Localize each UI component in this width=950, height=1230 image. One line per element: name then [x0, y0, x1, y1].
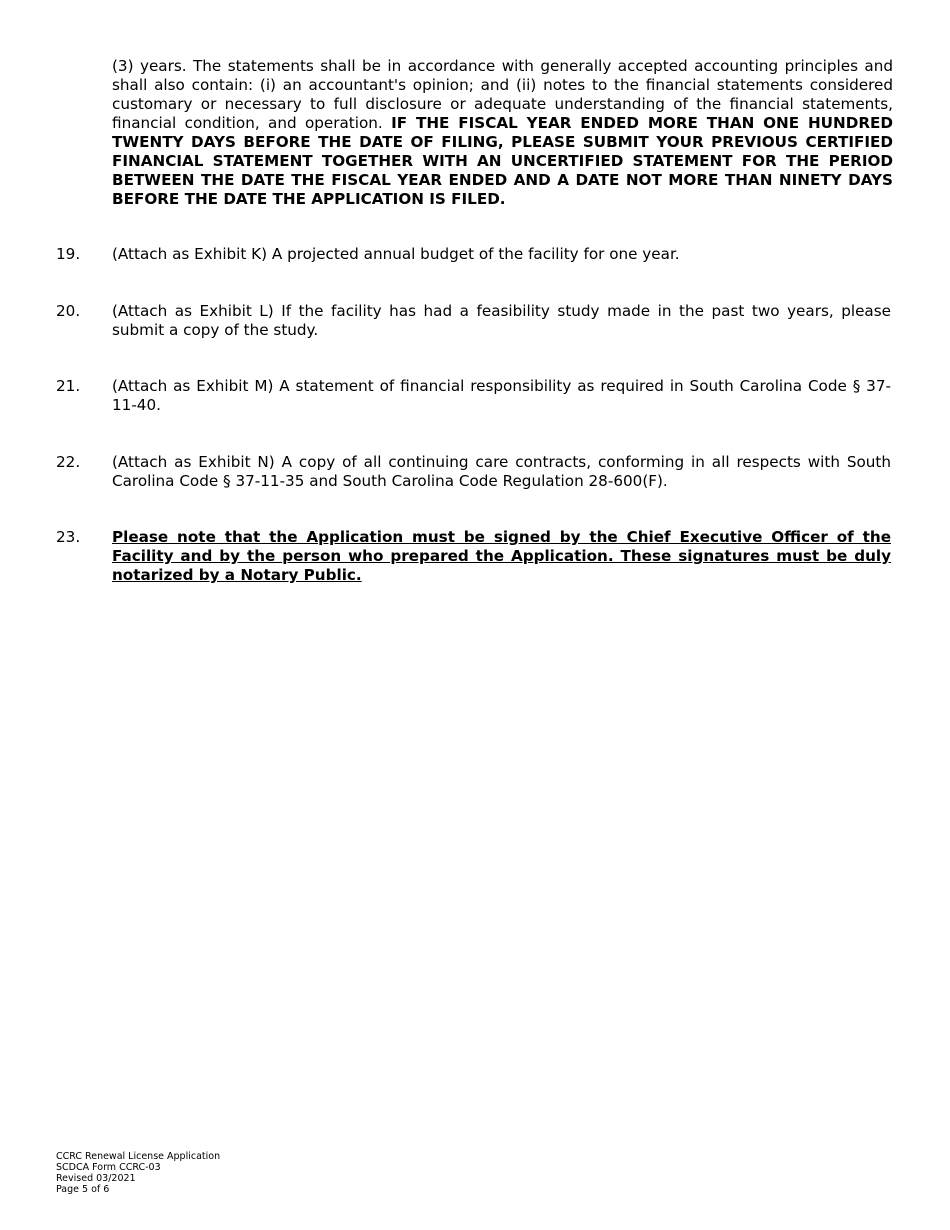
footer-page-number: Page 5 of 6: [56, 1184, 110, 1195]
item-number-19: 19.: [56, 245, 81, 263]
item-text-21: (Attach as Exhibit M) A statement of financial responsibility as required in South Carolina Code § 37-11-40.: [112, 377, 891, 414]
item-text-19: (Attach as Exhibit K) A projected annual budget of the facility for one year.: [112, 245, 680, 263]
item-text-23-signature-notice: Please note that the Application must be signed by the Chief Executive Officer of the Facility and by the person who prepared the Application. These signatures must be duly notarized by a Notary Public.: [112, 528, 891, 584]
footer-form-id: SCDCA Form CCRC-03: [56, 1162, 161, 1173]
footer-revision: Revised 03/2021: [56, 1173, 136, 1184]
item-text-20: (Attach as Exhibit L) If the facility has had a feasibility study made in the past two years, please submit a copy of the study.: [112, 302, 891, 339]
page-footer: [56, 1151, 220, 1195]
intro-text: (3) years. The statements shall be in accordance with generally accepted accounting principles and shall also contain: (i) an accountant's opinion; and (ii) notes to the financial statements considered customary or necessary to full disclosure or adequate understanding of the financial statements, financial condition, and operation.: [112, 57, 893, 132]
item-number-21: 21.: [56, 377, 81, 395]
item-number-23: 23.: [56, 528, 81, 546]
item-number-22: 22.: [56, 453, 81, 471]
item-number-20: 20.: [56, 302, 81, 320]
footer-form-title: CCRC Renewal License Application: [56, 1151, 221, 1162]
intro-paragraph: [112, 57, 893, 209]
intro-bold-notice: IF THE FISCAL YEAR ENDED MORE THAN ONE HUNDRED TWENTY DAYS BEFORE THE DATE OF FILING, PLEASE SUBMIT YOUR PREVIOUS CERTIFIED FINANCIAL STATEMENT TOGETHER WITH AN UNCERTIFIED STATEMENT FOR THE PERIOD BETWEEN THE DATE THE FISCAL YEAR ENDED AND A DATE NOT MORE THAN NINETY DAYS BEFORE THE DATE THE APPLICATION IS FILED.: [112, 114, 893, 208]
item-text-22: (Attach as Exhibit N) A copy of all continuing care contracts, conforming in all respects with South Carolina Code § 37-11-35 and South Carolina Code Regulation 28-600(F).: [112, 453, 891, 490]
